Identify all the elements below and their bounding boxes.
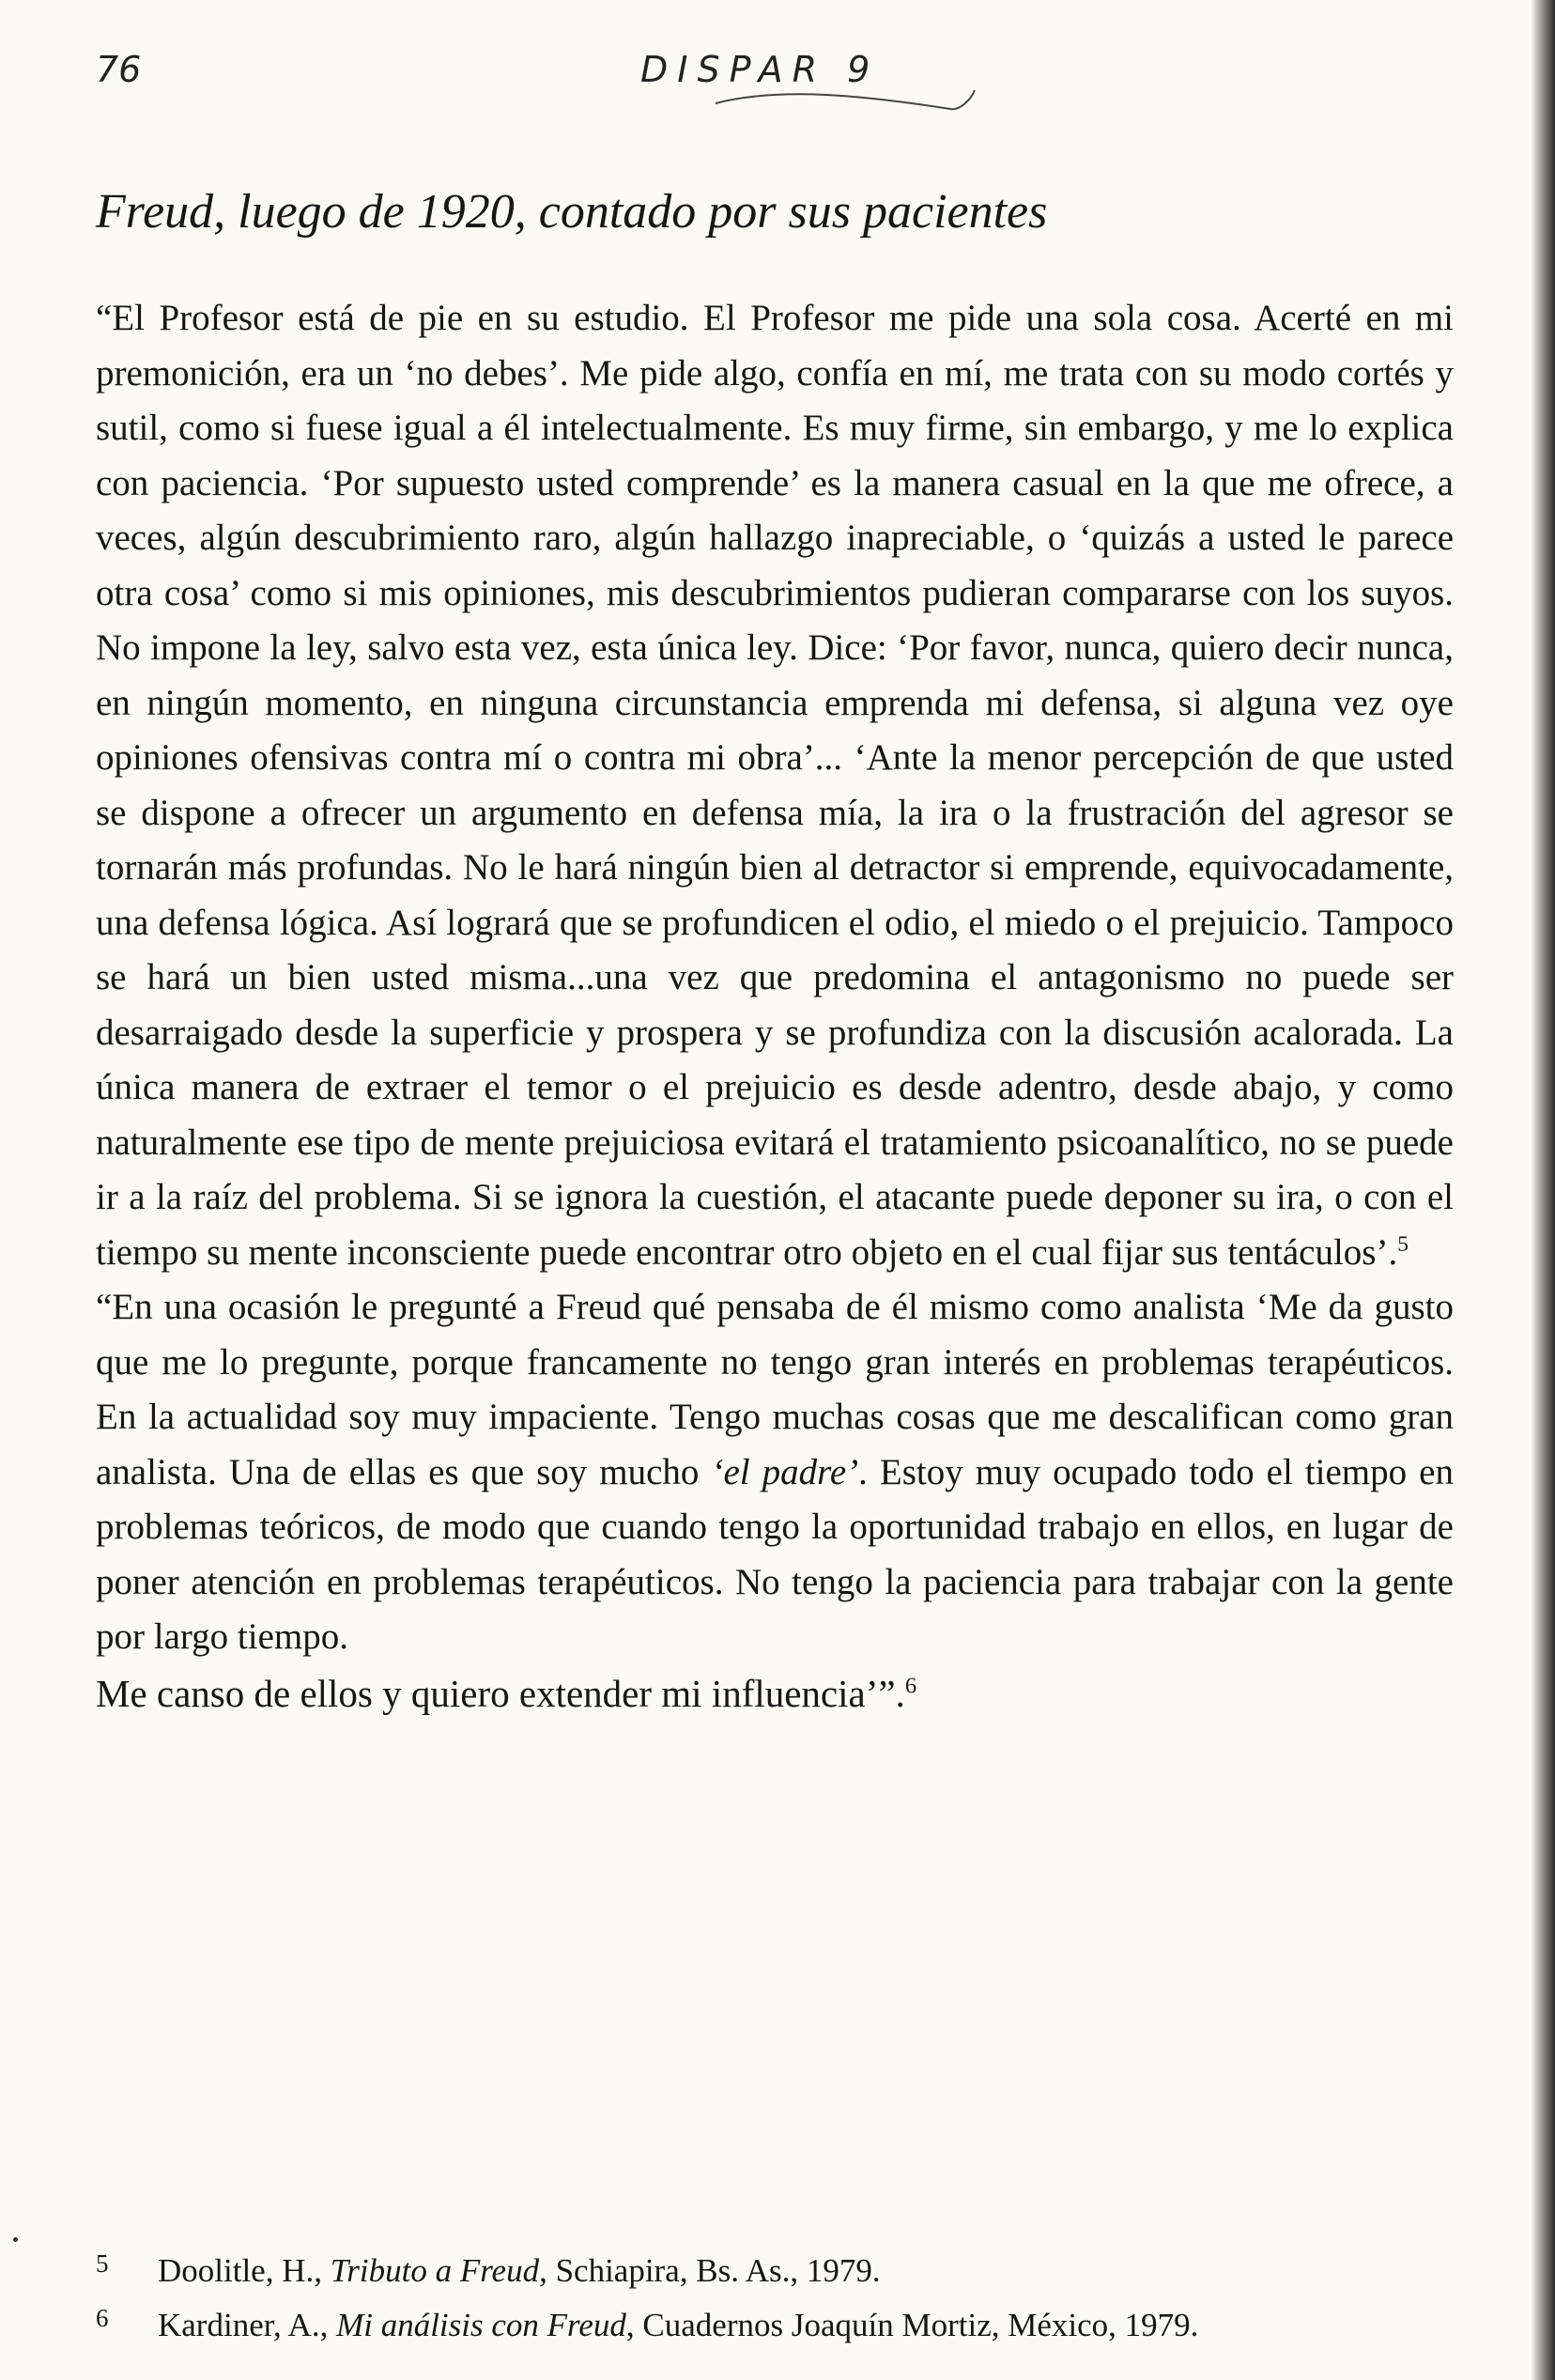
margin-dot [13, 2237, 18, 2242]
running-head [96, 49, 1457, 115]
footnotes [96, 2245, 1454, 2354]
paragraph-3 [96, 1665, 1454, 1722]
footnote-number: 5 [96, 2249, 109, 2278]
footnote-6 [96, 2299, 1454, 2354]
paragraph-2-text-cont: . Estoy muy ocupado todo el tiempo en problemas teóricos, de modo que cuando tengo la oportunidad trabajo en ellos, en lugar de poner atención en problemas terapéuticos. No tengo la paciencia para trabajar con la gente por largo tiempo. [96, 1451, 1454, 1657]
paragraph-1 [96, 291, 1454, 1280]
paragraph-3-text: Me canso de ellos y quiero extender mi influencia’”. [96, 1671, 905, 1715]
footnote-5 [96, 2245, 1454, 2299]
book-title: DISPAR 9 [640, 49, 880, 90]
footnote-text [158, 2245, 881, 2296]
paragraph-1-text: “El Profesor está de pie en su estudio. El Profesor me pide una sola cosa. Acerté en mi premonición, era un ‘no debes’. Me pide algo, confía en mí, me trata con su modo cortés y sutil, como si fuese igual a él intelectualmente. Es muy firme, sin embargo, y me lo explica con paciencia. ‘Por supuesto usted comprende’ es la manera casual en la que me ofrece, a veces, algún descubrimiento raro, algún hallazgo inapreciable, o ‘quizás a usted le parece otra cosa’ como si mis opiniones, mis descubrimientos pudieran compararse con los suyos. No impone la ley, salvo esta vez, esta única ley. Dice: ‘Por favor, nunca, quiero decir nunca, en ningún momento, en ninguna circunstancia emprenda mi defensa, si alguna vez oye opiniones ofensivas contra mí o contra mi obra’... ‘Ante la menor percepción de que usted se dispone a ofrecer un argumento en defensa mía, la ira o la frustración del agresor se tornarán más profundas. No le hará ningún bien al detractor si emprende, equivocadamente, una defensa lógica. Así logrará que se profundicen el odio, el miedo o el prejuicio. Tampoco se hará un bien usted misma...una vez que predomina el antagonismo no puede ser desarraigado desde la superficie y prospera y se profundiza con la discusión acalorada. La única manera de extraer el temor o el prejuicio es desde adentro, desde abajo, y como naturalmente ese tipo de mente prejuiciosa evitará el tratamiento psicoanalítico, no se puede ir a la raíz del problema. Si se ignora la cuestión, el atacante puede deponer su ira, o con el tiempo su mente inconsciente puede encontrar otro objeto en el cual fijar sus tentáculos’. [96, 298, 1454, 1273]
footnote-title: Mi análisis con Freud [336, 2307, 626, 2343]
paragraph-2-emphasis: ‘el padre’ [711, 1451, 859, 1492]
page-number: 76 [96, 49, 142, 90]
footnote-publisher: , Schiapira, Bs. As., 1979. [539, 2252, 881, 2289]
footnote-author: Kardiner, A., [158, 2307, 337, 2343]
title-swash-ornament [678, 90, 997, 128]
footnote-text [158, 2299, 1198, 2351]
footnote-author: Doolitle, H., [158, 2252, 331, 2289]
footnote-number: 6 [96, 2304, 109, 2332]
paragraph-2 [96, 1280, 1454, 1665]
paragraph-2-text: “En una ocasión le pregunté a Freud qué pensaba de él mismo como analista ‘Me da gusto que me lo pregunte, porque francamente no tengo gran interés en problemas terapéuticos. En la actualidad soy muy impaciente. Tengo muchas cosas que me descalifican como gran analista. Una de ellas es que soy mucho [96, 1287, 1454, 1492]
section-heading: Freud, luego de 1920, contado por sus pacientes [96, 185, 1048, 239]
body-text [96, 291, 1454, 1722]
footnote-publisher: , Cuadernos Joaquín Mortiz, México, 1979. [625, 2307, 1199, 2343]
footnote-title: Tributo a Freud [330, 2252, 540, 2289]
page-edge-shadow [1531, 0, 1555, 2380]
footnote-ref-5[interactable]: 5 [1397, 1231, 1409, 1257]
footnote-ref-6[interactable]: 6 [904, 1672, 917, 1698]
